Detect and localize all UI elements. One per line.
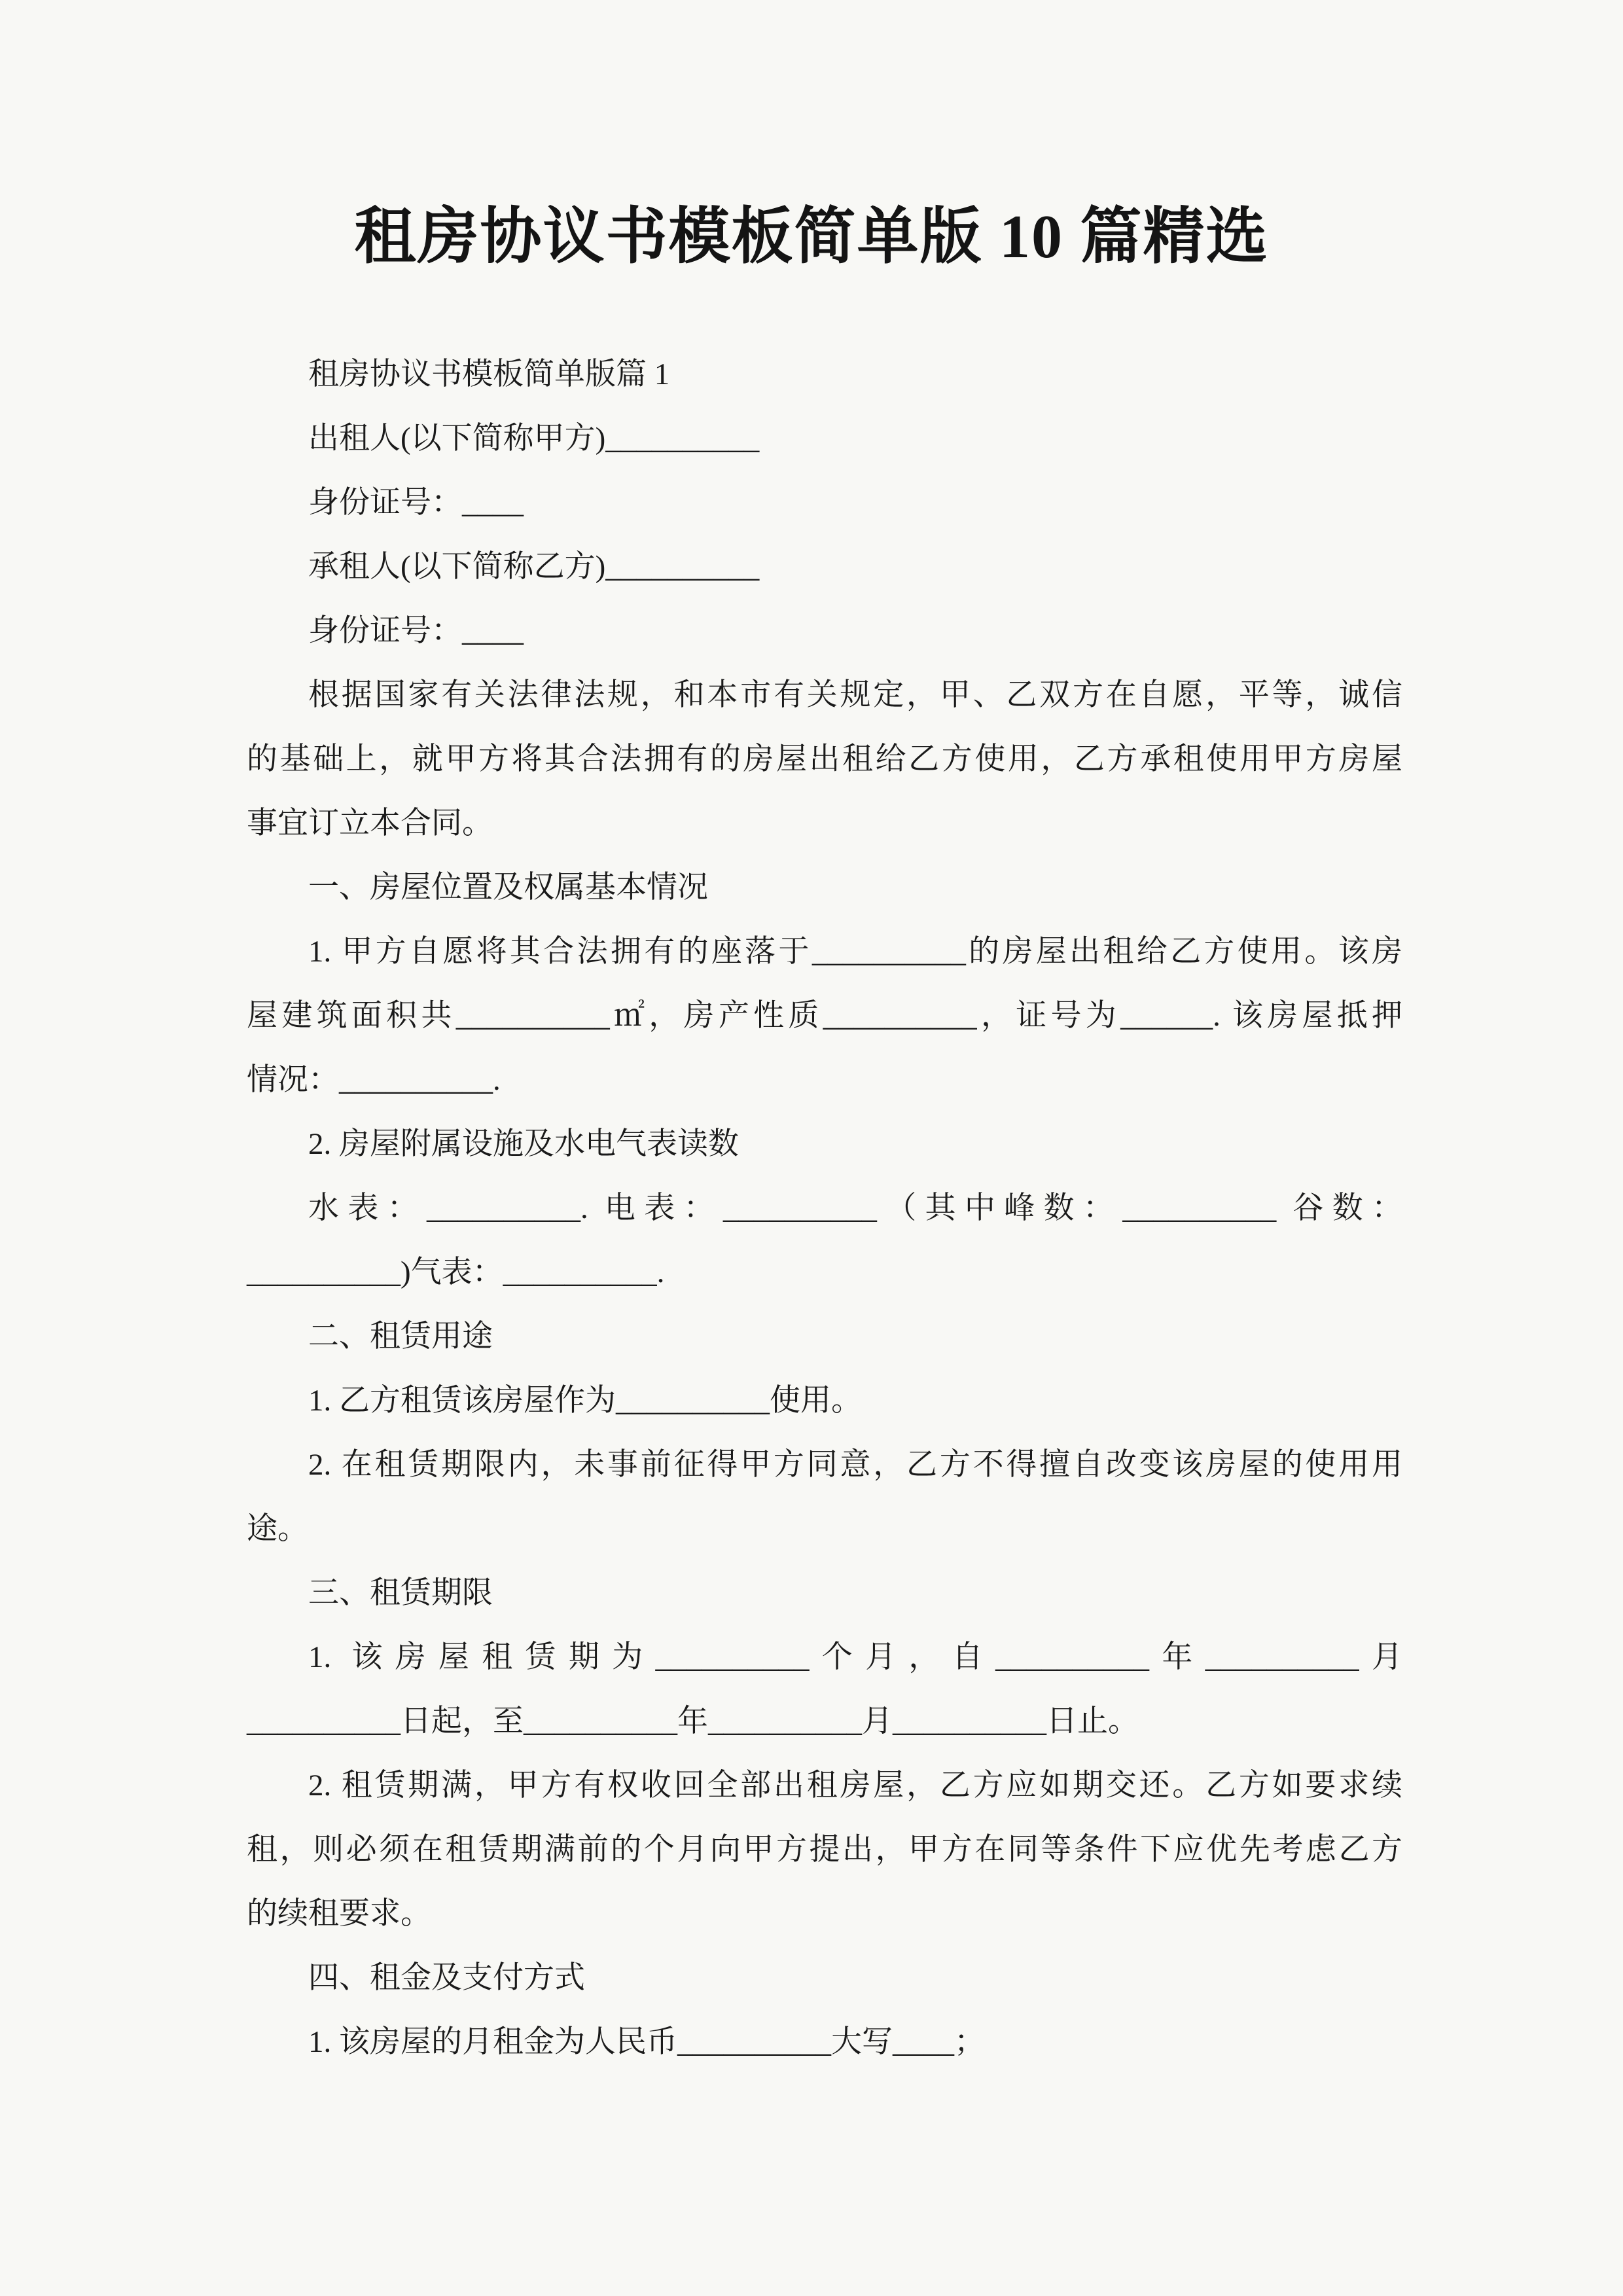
doc-line: 二、租赁用途 [308, 1319, 493, 1354]
doc-line: 租，则必须在租赁期满前的个月向甲方提出，甲方在同等条件下应优先考虑乙方 [247, 1833, 1402, 1867]
doc-line: 1. 该房屋的月租金为人民币__________大写____； [308, 2025, 985, 2059]
doc-line: 承租人(以下简称乙方)__________ [308, 550, 760, 584]
doc-line: 水表：__________. 电表：__________（其中峰数：__________ 谷数： [308, 1191, 1402, 1225]
doc-line: 屋建筑面积共__________㎡，房产性质__________，证号为______. 该房屋抵押 [247, 999, 1402, 1033]
doc-line: 四、租金及支付方式 [308, 1961, 585, 1995]
doc-line: 三、租赁期限 [308, 1576, 493, 1610]
doc-line: __________)气表：__________. [247, 1255, 665, 1289]
doc-line: 根据国家有关法律法规，和本市有关规定，甲、乙双方在自愿，平等，诚信 [308, 678, 1402, 712]
doc-line: 一、房屋位置及权属基本情况 [308, 870, 708, 905]
document-title: 租房协议书模板简单版 10 篇精选 [354, 203, 1269, 271]
doc-line: 2. 房屋附属设施及水电气表读数 [308, 1127, 739, 1161]
doc-line: 1. 甲方自愿将其合法拥有的座落于__________的房屋出租给乙方使用。该房 [308, 935, 1402, 969]
doc-line: 情况：__________. [247, 1063, 501, 1097]
doc-line: 的续租要求。 [247, 1897, 431, 1931]
document-body [247, 342, 1402, 2074]
doc-line: __________日起，至__________年__________月__________日止。 [247, 1704, 1139, 1738]
doc-line: 身份证号：____ [308, 486, 524, 520]
doc-line: 的基础上，就甲方将其合法拥有的房屋出租给乙方使用，乙方承租使用甲方房屋 [247, 742, 1402, 776]
doc-line: 1. 乙方租赁该房屋作为__________使用。 [308, 1384, 862, 1418]
doc-line: 身份证号：____ [308, 614, 524, 648]
doc-line: 2. 在租赁期限内，未事前征得甲方同意，乙方不得擅自改变该房屋的使用用 [308, 1448, 1402, 1482]
doc-line: 2. 租赁期满，甲方有权收回全部出租房屋，乙方应如期交还。乙方如要求续 [308, 1768, 1402, 1803]
doc-line: 事宜订立本合同。 [247, 806, 493, 840]
doc-line: 途。 [247, 1512, 308, 1546]
doc-line: 1. 该房屋租赁期为__________个月，自__________年__________月 [308, 1640, 1402, 1674]
doc-line: 出租人(以下简称甲方)__________ [308, 422, 760, 456]
doc-line: 租房协议书模板简单版篇 1 [308, 357, 670, 391]
